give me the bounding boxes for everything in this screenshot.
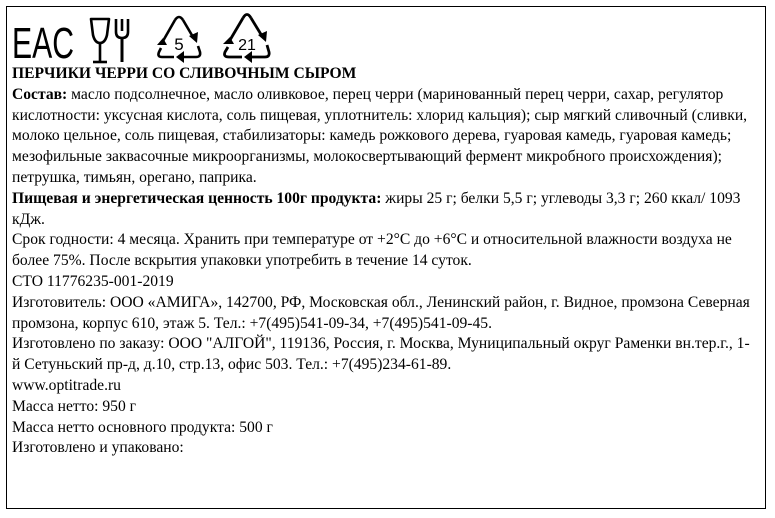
net-weight-main: Масса нетто основного продукта: 500 г: [12, 418, 273, 436]
shelf-life: Срок годности: 4 месяца. Хранить при температуре от +2°С до +6°С и относительной влажности воздуха не более 75%. После вскрытия упаковки употребить в течение 14 суток.: [12, 231, 732, 270]
glass-fork-icon: [88, 16, 136, 66]
product-title: ПЕРЧИКИ ЧЕРРИ СО СЛИВОЧНЫМ СЫРОМ: [12, 65, 357, 82]
net-weight: Масса нетто: 950 г: [12, 397, 137, 415]
label-text: [12, 64, 756, 459]
composition: [12, 85, 756, 189]
packed: Изготовлено и упаковано:: [12, 439, 184, 457]
nutrition: [12, 189, 756, 231]
svg-text:21: 21: [238, 37, 256, 54]
eac-mark-icon: [12, 18, 76, 68]
ordered-by: Изготовлено по заказу: ООО "АЛГОЙ", 119136, Россия, г. Москва, Муниципальный округ Раменки вн.тер.г., 1-й Сетуньский пр-д, д.10, стр.13, офис 503. Тел.: +7(495)234-61-89.: [12, 335, 750, 374]
composition-label: Состав:: [12, 85, 68, 103]
website: www.optitrade.ru: [12, 376, 121, 394]
manufacturer: Изготовитель: ООО «АМИГА», 142700, РФ, Московская обл., Ленинский район, г. Видное, промзона Северная промзона, корпус 610, этаж 5. Тел.: +7(495)541-09-34, +7(495)541-09-45.: [12, 293, 750, 332]
nutrition-label: Пищевая и энергетическая ценность 100г продукта:: [12, 189, 382, 207]
nutrition-text: жиры 25 г; белки 5,5 г; углеводы 3,3 г; 260 ккал/ 1093 кДж.: [12, 189, 741, 228]
svg-text:5: 5: [174, 35, 184, 54]
recycle-5-icon: [153, 14, 205, 64]
standard: СТО 11776235-001-2019: [12, 272, 174, 290]
svg-text:EAC: EAC: [12, 19, 74, 68]
recycle-21-icon: [219, 12, 275, 64]
composition-text: масло подсолнечное, масло оливковое, перец черри (маринованный перец черри, сахар, регулятор кислотности: уксусная кислота, соль пищевая, уплотнитель: хлорид кальция); сыр мягкий сливочный (сливки, молоко цельное, соль пищевая, стабилизаторы: камедь рожкового дерева, гуаровая камедь, гуаровая камедь; мезофильные заквасочные микроорганизмы, молокосвертывающий фермент микробного происхождения); петрушка, тимьян, орегано, паприка.: [12, 85, 748, 186]
